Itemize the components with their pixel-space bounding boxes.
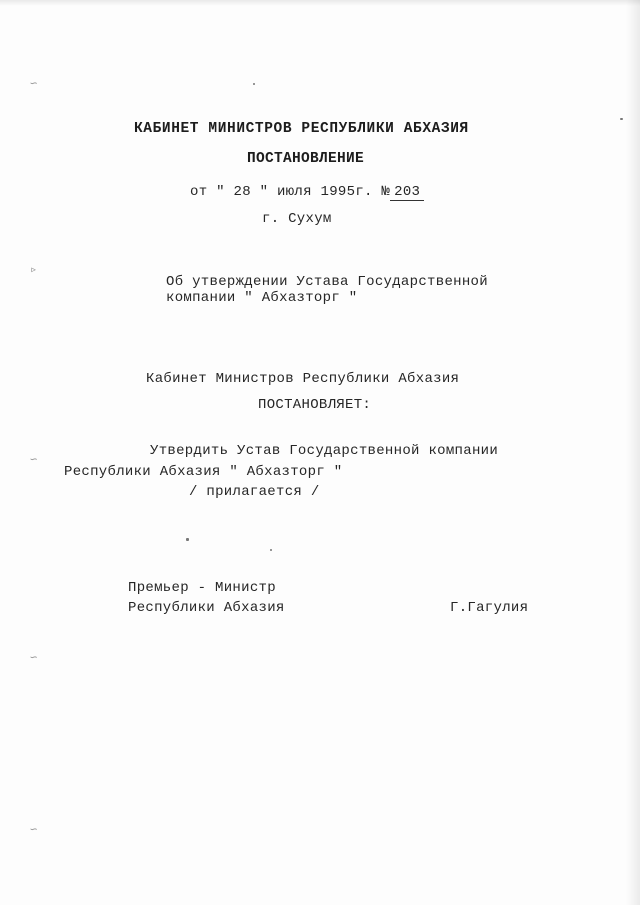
date-prefix: от " 28 " (190, 184, 269, 200)
date-line (190, 184, 424, 201)
subject-line-2: компании " Абхазторг " (166, 290, 358, 306)
ink-speck (270, 549, 272, 551)
punch-mark: ∽ (30, 651, 38, 665)
resolves-heading: ПОСТАНОВЛЯЕТ: (258, 397, 372, 413)
date-month: июля (277, 184, 312, 200)
subject-line-1: Об утверждении Устава Государственной (166, 274, 488, 290)
punch-mark: ∽ (30, 77, 38, 91)
signatory-position-2: Республики Абхазия (128, 600, 285, 616)
signatory-position-1: Премьер - Министр (128, 580, 276, 596)
punch-mark: ∽ (30, 823, 38, 837)
preamble-line: Кабинет Министров Республики Абхазия (146, 371, 460, 387)
date-year: 1995г. (320, 184, 373, 200)
ink-speck (186, 538, 189, 541)
body-line-3: / прилагается / (189, 484, 320, 500)
signatory-name: Г.Гагулия (450, 600, 529, 616)
document-number: 203 (390, 184, 424, 201)
body-line-1: Утвердить Устав Государственной компании (150, 443, 499, 459)
punch-mark: ∽ (30, 453, 38, 467)
top-edge-shadow (0, 0, 640, 6)
document-type: ПОСТАНОВЛЕНИЕ (247, 151, 365, 167)
city: г. Сухум (262, 211, 332, 227)
punch-mark: ▹ (30, 263, 38, 277)
ink-speck (253, 83, 255, 85)
cabinet-title: КАБИНЕТ МИНИСТРОВ РЕСПУБЛИКИ АБХАЗИЯ (134, 121, 469, 137)
body-line-2: Республики Абхазия " Абхазторг " (64, 464, 343, 480)
ink-speck (620, 118, 623, 120)
number-label: № (381, 184, 391, 200)
right-edge-shadow (626, 0, 640, 905)
